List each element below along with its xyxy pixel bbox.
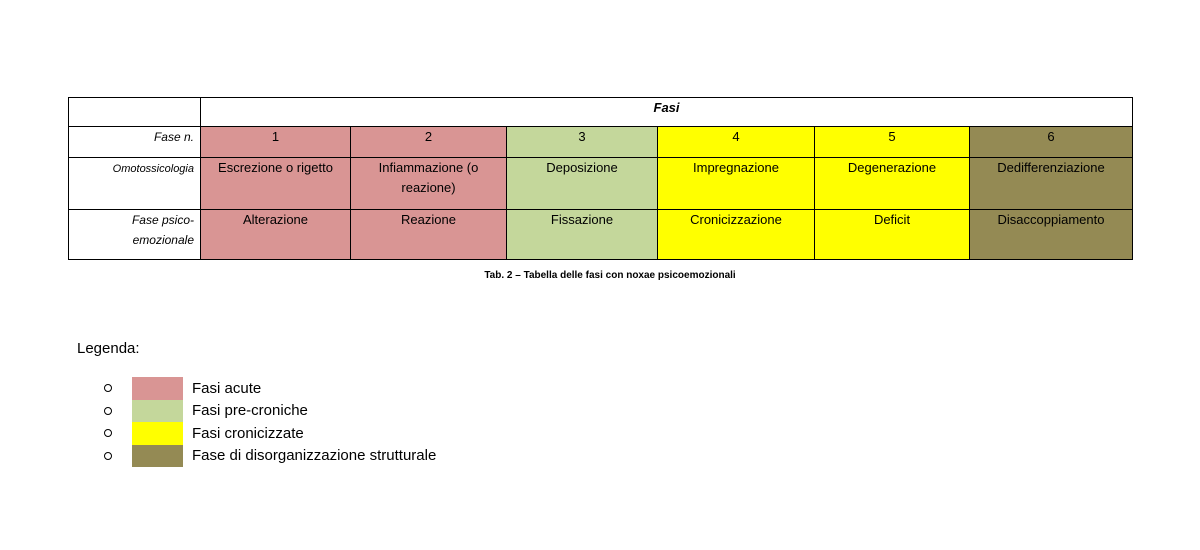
circle-bullet-icon <box>104 429 112 437</box>
phase-number-cell: 4 <box>658 127 815 158</box>
psycho-emotional-cell: Fissazione <box>507 210 658 260</box>
color-swatch <box>132 377 183 400</box>
phase-number-cell: 1 <box>201 127 351 158</box>
phases-header: Fasi <box>201 98 1133 127</box>
legend-item-structural <box>100 445 436 468</box>
homotoxicology-label: Omotossicologia <box>69 158 201 210</box>
legend-label: Fase di disorganizzazione strutturale <box>192 447 437 465</box>
phase-number-row <box>69 127 1133 158</box>
legend-label: Fasi acute <box>192 379 262 397</box>
homotoxicology-cell: Deposizione <box>507 158 658 210</box>
psycho-emotional-row <box>69 210 1133 260</box>
homotoxicology-cell: Dedifferenziazione <box>970 158 1133 210</box>
phase-number-cell: 6 <box>970 127 1133 158</box>
legend-item-chronic <box>100 422 436 445</box>
phase-number-cell: 5 <box>815 127 970 158</box>
homotoxicology-cell: Escrezione o rigetto <box>201 158 351 210</box>
phase-number-cell: 3 <box>507 127 658 158</box>
legend-item-prechronic <box>100 400 436 423</box>
circle-bullet-icon <box>104 452 112 460</box>
phases-table <box>68 97 1133 260</box>
homotoxicology-cell: Degenerazione <box>815 158 970 210</box>
table-header-row <box>69 98 1133 127</box>
legend-label: Fasi pre-croniche <box>192 402 308 420</box>
circle-bullet-icon <box>104 384 112 392</box>
table-caption: Tab. 2 – Tabella delle fasi con noxae psicoemozionali <box>484 270 736 281</box>
phase-number-cell: 2 <box>351 127 507 158</box>
phase-number-label: Fase n. <box>69 127 201 158</box>
legend-item-acute <box>100 377 436 400</box>
homotoxicology-cell: Impregnazione <box>658 158 815 210</box>
color-swatch <box>132 445 183 468</box>
psycho-label-line1: Fase psico- <box>131 213 194 227</box>
color-swatch <box>132 422 183 445</box>
psycho-emotional-cell: Cronicizzazione <box>658 210 815 260</box>
legend <box>100 377 436 467</box>
psycho-label-line2: emozionale <box>132 233 194 247</box>
color-swatch <box>132 400 183 423</box>
psycho-emotional-cell: Deficit <box>815 210 970 260</box>
circle-bullet-icon <box>104 407 112 415</box>
psycho-emotional-cell: Disaccoppiamento <box>970 210 1133 260</box>
homotoxicology-cell: Infiammazione (o reazione) <box>351 158 507 210</box>
corner-cell <box>69 98 201 127</box>
legend-title: Legenda: <box>77 340 140 357</box>
legend-label: Fasi cronicizzate <box>192 424 304 442</box>
homotoxicology-row <box>69 158 1133 210</box>
psycho-emotional-cell: Alterazione <box>201 210 351 260</box>
psycho-emotional-cell: Reazione <box>351 210 507 260</box>
psycho-emotional-label <box>69 210 201 260</box>
